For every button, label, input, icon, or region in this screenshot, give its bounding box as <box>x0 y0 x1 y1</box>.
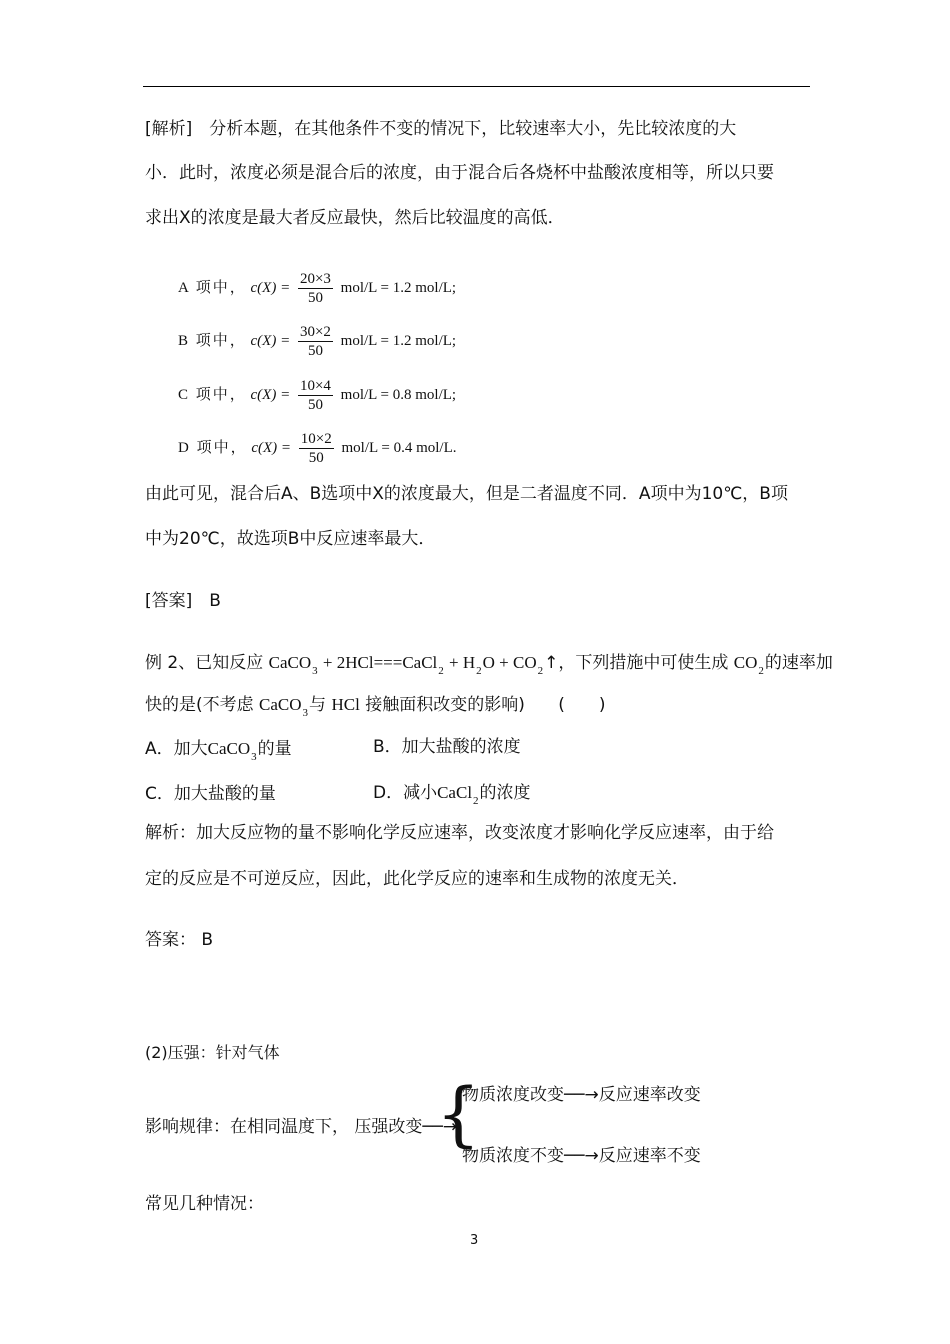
subscript: 3 <box>312 665 318 677</box>
conclusion-line-1: 由此可见，混合后A、B选项中X的浓度最大，但是二者温度不同．A项中为10℃，B项 <box>145 484 788 504</box>
calc-result: mol/L = 1.2 mol/L; <box>340 279 457 296</box>
calc-label: A 项中， <box>178 279 247 296</box>
pressure-branch-2: 物质浓度不变──→反应速率不变 <box>462 1146 701 1166</box>
answer-2: 答案： B <box>145 930 214 950</box>
calc-cx: c(X) = <box>250 332 291 349</box>
numerator: 20×3 <box>299 271 331 287</box>
calc-result: mol/L = 0.4 mol/L. <box>341 439 457 456</box>
header-rule <box>143 86 810 87</box>
formula-caco3 <box>259 695 309 719</box>
calc-label: B 项中， <box>178 332 247 349</box>
option-text: 的量 <box>257 739 292 759</box>
formula-cacl2 <box>437 783 479 807</box>
fraction <box>299 430 334 467</box>
formula-h: + H <box>444 653 476 672</box>
numerator: 30×2 <box>299 324 331 340</box>
example2-line-1 <box>145 652 833 676</box>
answer-1: [答案] B <box>145 591 221 611</box>
analysis-line-1: [解析] 分析本题，在其他条件不变的情况下，比较速率大小，先比较浓度的大 <box>145 119 737 139</box>
analysis-line-2: 小．此时，浓度必须是混合后的浓度，由于混合后各烧杯中盐酸浓度相等，所以只要 <box>145 163 774 183</box>
formula-caco3 <box>207 739 258 763</box>
pressure-heading: (2)压强：针对气体 <box>145 1043 280 1062</box>
option-text: 的浓度 <box>479 783 531 803</box>
conclusion-line-2: 中为20℃，故选项B中反应速率最大． <box>145 529 436 549</box>
formula-o-co: O + CO <box>482 653 537 672</box>
formula-co2 <box>733 653 765 677</box>
subscript: 2 <box>438 665 444 677</box>
chem-equation <box>268 653 545 677</box>
calc-cx: c(X) = <box>250 279 291 296</box>
example2-intro: 例 2、已知反应 <box>145 653 264 673</box>
question-text: 的速率加 <box>764 653 833 673</box>
denominator: 50 <box>307 290 323 306</box>
analysis-line-3: 求出X的浓度是最大者反应最快，然后比较温度的高低． <box>145 208 565 228</box>
common-cases-label: 常见几种情况： <box>145 1194 264 1214</box>
formula-caco: CaCO <box>268 653 312 672</box>
formula-hcl: HCl <box>331 695 360 714</box>
page-number: 3 <box>470 1233 479 1248</box>
question-text: 与 <box>309 695 327 715</box>
calc-result: mol/L = 0.8 mol/L; <box>340 386 457 403</box>
denominator: 50 <box>307 343 323 359</box>
subscript: 2 <box>537 665 544 677</box>
formula-caco: CaCO <box>207 739 251 758</box>
example2-line-2 <box>145 694 606 718</box>
calc-row-b <box>178 323 456 360</box>
subscript: 3 <box>251 751 257 763</box>
calc-cx: c(X) = <box>250 386 291 403</box>
question-text: 下列措施中可使生成 <box>575 653 729 673</box>
subscript: 2 <box>473 795 479 807</box>
brace-icon: { <box>436 1073 481 1155</box>
denominator: 50 <box>307 397 323 413</box>
calc-label: C 项中， <box>178 386 247 403</box>
pressure-branch-1: 物质浓度改变──→反应速率改变 <box>462 1085 701 1105</box>
calc-row-a <box>178 270 456 307</box>
formula-co: CO <box>733 653 758 672</box>
fraction <box>298 377 333 414</box>
subscript: 2 <box>758 665 764 677</box>
option-text: D．减小 <box>373 783 438 803</box>
formula-hcl-cacl: + 2HCl===CaCl <box>318 653 438 672</box>
subscript: 2 <box>476 665 482 677</box>
formula-caco: CaCO <box>259 695 302 714</box>
calc-cx: c(X) = <box>251 439 292 456</box>
denominator: 50 <box>308 450 324 466</box>
option-d <box>373 782 531 806</box>
question-text: 快的是(不考虑 <box>145 695 254 715</box>
calc-row-d <box>178 430 456 467</box>
calc-row-c <box>178 377 456 414</box>
calc-result: mol/L = 1.2 mol/L; <box>340 332 457 349</box>
gas-arrow: ↑， <box>544 653 576 673</box>
numerator: 10×4 <box>299 378 331 394</box>
option-c: C．加大盐酸的量 <box>145 784 276 804</box>
answer-blank: ( ) <box>558 695 606 715</box>
fraction <box>298 323 333 360</box>
formula-cacl: CaCl <box>437 783 473 802</box>
option-text: A．加大 <box>145 739 208 759</box>
subscript: 3 <box>302 707 309 719</box>
question-text: 接触面积改变的影响) <box>365 695 525 715</box>
fraction <box>298 270 333 307</box>
example2-analysis-line-2: 定的反应是不可逆反应，因此，此化学反应的速率和生成物的浓度无关． <box>145 869 689 889</box>
option-b: B．加大盐酸的浓度 <box>373 737 521 757</box>
pressure-rule-label: 影响规律：在相同温度下， 压强改变──→ <box>145 1117 458 1137</box>
calc-label: D 项中， <box>178 439 248 456</box>
numerator: 10×2 <box>300 431 332 447</box>
option-a <box>145 738 292 762</box>
example2-analysis-line-1: 解析：加大反应物的量不影响化学反应速率，改变浓度才影响化学反应速率，由于给 <box>145 823 774 843</box>
